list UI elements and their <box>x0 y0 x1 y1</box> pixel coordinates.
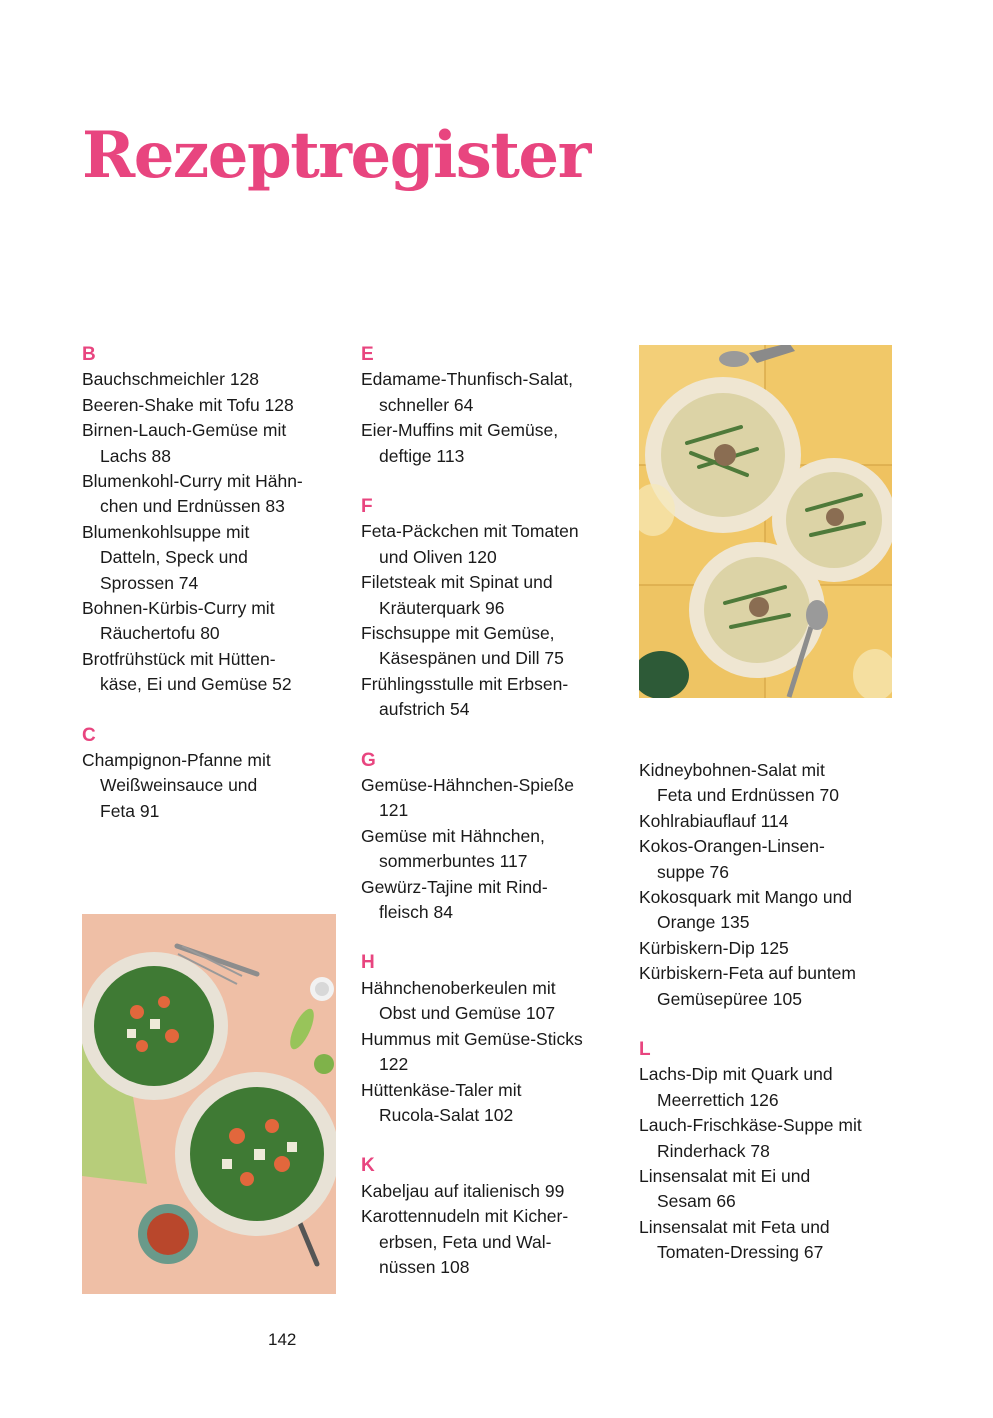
index-entry <box>361 367 611 418</box>
entry-line: Kokosquark mit Mango und <box>639 887 853 908</box>
entry-line: Kräuterquark 96 <box>379 597 505 618</box>
index-entry <box>639 1215 889 1266</box>
index-section <box>361 1153 611 1280</box>
entry-line: Eier-Muffins mit Gemüse, <box>361 420 559 441</box>
page-number: 142 <box>268 1330 297 1349</box>
section-letter: B <box>82 344 96 365</box>
entry-line: Datteln, Speck und <box>100 547 248 568</box>
entry-line: Linsensalat mit Ei und <box>639 1166 811 1187</box>
index-entry <box>361 672 611 723</box>
page-title: Rezeptregister <box>82 118 590 193</box>
entry-line: Lachs-Dip mit Quark und <box>639 1064 833 1085</box>
index-entry <box>639 1113 889 1164</box>
entry-line: Champignon-Pfanne mit <box>82 750 271 771</box>
entry-line: Sprossen 74 <box>100 572 199 593</box>
entry-line: Weißweinsauce und <box>100 775 258 796</box>
index-entry <box>82 418 332 469</box>
entry-line: Gemüse mit Hähnchen, <box>361 825 545 846</box>
index-section <box>361 950 611 1128</box>
entry-line: chen und Erdnüssen 83 <box>100 496 285 517</box>
entry-line: Hüttenkäse-Taler mit <box>361 1079 522 1100</box>
index-entry <box>639 834 889 885</box>
index-section <box>639 1037 889 1266</box>
index-entry <box>361 1078 611 1129</box>
entry-line: 122 <box>379 1054 409 1075</box>
index-entry <box>82 520 332 596</box>
entry-line: Orange 135 <box>657 912 750 933</box>
entry-line: Fischsuppe mit Gemüse, <box>361 623 555 644</box>
entry-line: aufstrich 54 <box>379 699 470 720</box>
entry-line: Brotfrühstück mit Hütten- <box>82 648 276 669</box>
entry-line: fleisch 84 <box>379 902 453 923</box>
entry-line: Feta und Erdnüssen 70 <box>657 785 839 806</box>
index-section <box>361 494 611 723</box>
section-letter: F <box>361 496 373 518</box>
soup-bowl-3 <box>689 542 825 678</box>
entry-line: Blumenkohlsuppe mit <box>82 521 250 542</box>
entry-line: nüssen 108 <box>379 1256 470 1277</box>
index-entry <box>361 570 611 621</box>
entry-line: Meerrettich 126 <box>657 1089 779 1110</box>
index-entry <box>639 758 889 809</box>
section-letter: G <box>361 749 376 771</box>
index-entry <box>361 1204 611 1280</box>
entry-line: schneller 64 <box>379 394 474 415</box>
entry-line: Edamame-Thunfisch-Salat, <box>361 369 574 390</box>
entry-line: Räuchertofu 80 <box>100 623 220 644</box>
spinach-salad-photo <box>82 914 336 1294</box>
index-entry <box>82 393 332 418</box>
entry-line: Hummus mit Gemüse-Sticks <box>361 1028 583 1049</box>
entry-line: Feta-Päckchen mit Tomaten <box>361 521 579 542</box>
entry-line: Lauch-Frischkäse-Suppe mit <box>639 1115 862 1136</box>
index-entry <box>361 1027 611 1078</box>
entry-line: Rinderhack 78 <box>657 1140 770 1161</box>
index-column-1 <box>82 342 332 849</box>
entry-line: Gewürz-Tajine mit Rind- <box>361 876 548 897</box>
entry-line: Karottennudeln mit Kicher- <box>361 1206 569 1227</box>
entry-line: Käsespänen und Dill 75 <box>379 648 564 669</box>
entry-line: Frühlingsstulle mit Erbsen- <box>361 673 569 694</box>
section-letter: H <box>361 952 375 974</box>
index-entry <box>639 961 889 1012</box>
entry-line: Kidneybohnen-Salat mit <box>639 760 825 780</box>
entry-line: 121 <box>379 800 409 821</box>
entry-line: suppe 76 <box>657 861 730 882</box>
entry-line: käse, Ei und Gemüse 52 <box>100 674 292 695</box>
entry-line: Bauchschmeichler 128 <box>82 369 260 390</box>
entry-line: Gemüsepüree 105 <box>657 988 802 1009</box>
index-entry <box>361 773 611 824</box>
spice-bowl <box>138 1204 198 1264</box>
index-section <box>82 342 332 698</box>
salad-bowl-2 <box>175 1072 336 1236</box>
index-entry <box>639 1164 889 1215</box>
index-entry <box>639 809 889 834</box>
entry-line: Kabeljau auf italienisch 99 <box>361 1180 565 1201</box>
entry-line: Kürbiskern-Feta auf buntem <box>639 963 856 984</box>
entry-line: Hähnchenoberkeulen mit <box>361 977 556 998</box>
index-entry <box>639 1062 889 1113</box>
index-entry <box>361 621 611 672</box>
index-entry <box>361 519 611 570</box>
index-section <box>639 758 889 1012</box>
section-letter: K <box>361 1155 375 1177</box>
index-entry <box>82 748 332 824</box>
index-entry <box>639 885 889 936</box>
entry-line: Lachs 88 <box>100 445 172 466</box>
entry-line: Tomaten-Dressing 67 <box>657 1242 824 1263</box>
entry-line: Kohlrabiauflauf 114 <box>639 810 789 831</box>
entry-line: Gemüse-Hähnchen-Spieße <box>361 775 575 796</box>
index-entry <box>361 875 611 926</box>
entry-line: Kürbiskern-Dip 125 <box>639 937 789 958</box>
index-entry <box>82 596 332 647</box>
index-column-3 <box>639 758 889 1291</box>
index-entry <box>361 1179 611 1204</box>
entry-line: Birnen-Lauch-Gemüse mit <box>82 420 287 441</box>
entry-line: Rucola-Salat 102 <box>379 1104 514 1125</box>
index-entry <box>361 824 611 875</box>
entry-line: Blumenkohl-Curry mit Hähn- <box>82 471 303 492</box>
entry-line: Obst und Gemüse 107 <box>379 1003 556 1024</box>
entry-line: Filetsteak mit Spinat und <box>361 572 553 593</box>
section-letter: E <box>361 344 374 365</box>
entry-line: erbsen, Feta und Wal- <box>379 1231 552 1252</box>
section-letter: C <box>82 724 96 746</box>
entry-line: Bohnen-Kürbis-Curry mit <box>82 598 275 619</box>
entry-line: und Oliven 120 <box>379 546 497 567</box>
index-section <box>361 748 611 926</box>
index-entry <box>361 418 611 469</box>
index-entry <box>82 469 332 520</box>
index-column-2 <box>361 342 611 1305</box>
index-entry <box>361 976 611 1027</box>
index-section <box>361 342 611 469</box>
entry-line: Kokos-Orangen-Linsen- <box>639 836 825 857</box>
index-entry <box>82 367 332 392</box>
index-section <box>82 723 332 825</box>
salad-bowl-1 <box>82 952 228 1100</box>
entry-line: Feta 91 <box>100 800 160 821</box>
entry-line: Sesam 66 <box>657 1191 736 1212</box>
soup-bowls-photo <box>639 345 892 698</box>
entry-line: deftige 113 <box>379 445 465 466</box>
entry-line: sommerbuntes 117 <box>379 851 528 872</box>
entry-line: Beeren-Shake mit Tofu 128 <box>82 394 294 415</box>
entry-line: Linsensalat mit Feta und <box>639 1216 830 1237</box>
index-entry <box>639 936 889 961</box>
section-letter: L <box>639 1039 651 1061</box>
index-entry <box>82 647 332 698</box>
